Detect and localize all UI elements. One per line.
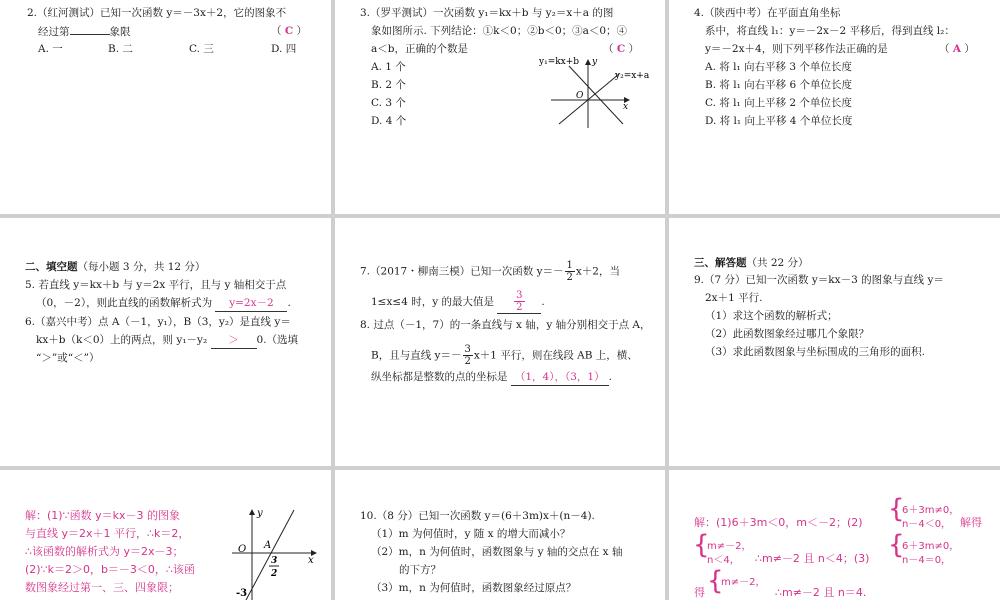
q3-line3: a＜b，正确的个数是 (371, 43, 468, 55)
q9-item-3: （3）求此函数图象与坐标围成的三角形的面积. (705, 346, 926, 358)
q7-answer-num: 3 (516, 290, 523, 301)
q8-line3-text: 纵坐标都是整数的点的坐标是 (371, 371, 508, 383)
sol10-line2-a: ∴m≠－2 且 n＜4；(3) (755, 552, 870, 565)
q6-answer: ＞ (211, 333, 257, 349)
q8-line2-prefix: B，且与直线 y＝－ (371, 349, 462, 362)
q4-line1: 4.（陕西中考）在平面直角坐标 (694, 7, 841, 19)
q8-end: . (608, 371, 612, 383)
q10-item-1: （1）m 为何值时，y 随 x 的增大而减小？ (371, 528, 571, 540)
q2-option-c: C. 三 (189, 43, 214, 55)
q10-item-2: （2）m，n 为何值时，函数图象与 y 轴的交点在 x 轴 (371, 546, 623, 558)
solve-heading-title: 三、解答题 (694, 257, 747, 269)
q3-label-x: x (623, 102, 629, 112)
q8-frac-den: 2 (464, 356, 471, 367)
q3-option-b: B. 2 个 (371, 79, 406, 91)
sol9-line2: 与直线 y＝2x＋1 平行，∴k＝2， (25, 527, 190, 540)
sol9-label-o: O (238, 544, 247, 555)
q3-paren-open: （ (603, 43, 614, 55)
solution-10-panel (669, 470, 1000, 600)
q7-suffix: x＋2，当 (575, 265, 620, 278)
q2-option-a: A. 一 (38, 43, 63, 55)
q10-item-2-cont: 的下方？ (399, 564, 441, 576)
sol9-label-frac-num: 3 (271, 556, 278, 566)
fill-heading (25, 258, 205, 277)
sol10-brace1-top: 6＋3m≠0， (902, 505, 960, 516)
q9-item-1: （1）求这个函数的解析式； (705, 310, 838, 322)
q4-paren-close: ） (964, 43, 975, 55)
q7-frac-num: 1 (566, 260, 573, 271)
solve-heading (694, 254, 809, 273)
q3-answer: C (616, 43, 626, 55)
q3-line2: 象如图所示. 下列结论：①k＜0；②b＜0；③a＜0；④ (371, 25, 628, 37)
q2-line2 (38, 22, 131, 42)
sol9-line4: (2)∵k＝2＞0，b＝－3＜0，∴该函 (25, 563, 195, 576)
solve-heading-note: （共 22 分） (746, 257, 809, 269)
sol9-line1: 解：(1)∵函数 y＝kx－3 的图象 (25, 509, 180, 522)
sol9-label-frac-den: 2 (271, 569, 278, 579)
q5-end: . (287, 297, 291, 309)
sol10-line3-a: 得 (694, 586, 705, 599)
q3-label-y1: y₁=kx+b (539, 57, 580, 67)
q6-line3: “＞”或“＜”） (36, 352, 100, 364)
q3-label-y: y (592, 57, 598, 67)
q6-line2-text: kx＋b（k＜0）上的两点，则 y₁－y₂ (36, 334, 208, 346)
fill-heading-title: 二、填空题 (25, 261, 78, 273)
solve-panel (669, 218, 1000, 466)
q8-fraction (463, 344, 473, 367)
sol10-line1-a: 解：(1)6＋3m＜0，m＜－2；(2) (694, 516, 863, 529)
q7-line2 (371, 290, 545, 314)
sol9-label-y: y (257, 508, 263, 519)
q9-line1: 9.（7 分）已知一次函数 y＝kx－3 的图象与直线 y＝ (694, 274, 944, 286)
q7-line2-text: 1≤x≤4 时，y 的最大值是 (371, 296, 494, 308)
fill-heading-note: （每小题 3 分，共 12 分） (77, 261, 206, 273)
fill-in-panel (0, 218, 331, 466)
q2-line1: 2.（红河测试）已知一次函数 y＝－3x＋2，它的图象不 (27, 7, 287, 19)
q7-answer-den: 2 (516, 302, 523, 313)
q2-paren-open: （ (271, 25, 282, 37)
q5-line1: 5. 若直线 y＝kx＋b 与 y＝2x 平行，且与 y 轴相交于点 (25, 279, 287, 291)
sol10-brace3-top: 6＋3m≠0， (902, 541, 960, 552)
q4-option-d: D. 将 l₁ 向上平移 4 个单位长度 (705, 115, 853, 127)
q4-line3: y＝－2x＋4，则下列平移作法正确的是 (705, 43, 888, 55)
q8-line3 (371, 368, 612, 387)
sol10-brace3 (888, 530, 960, 568)
sol10-brace4 (707, 566, 766, 596)
q9-line2: 2x＋1 平行. (705, 292, 763, 304)
q4-option-a: A. 将 l₁ 向右平移 3 个单位长度 (705, 61, 852, 73)
q7-end: . (541, 296, 545, 308)
sol10-brace4-symbol: { (707, 566, 724, 596)
sol10-brace3-symbol: { (888, 530, 905, 560)
sol10-brace1 (888, 494, 960, 532)
sol10-brace4-top: m≠－2， (721, 577, 766, 588)
q6-line1: 6.（嘉兴中考）点 A（－1，y₁），B（3，y₂）是直线 y＝ (25, 316, 291, 328)
q4-paren-open: （ (939, 43, 950, 55)
q2-line2-text: 经过第 (38, 26, 70, 38)
question-4-panel (669, 0, 1000, 214)
q7-prefix: 7.（2017・柳南三模）已知一次函数 y＝－ (360, 265, 564, 278)
sol9-label-a: A (264, 540, 272, 551)
q7-line1 (360, 260, 620, 283)
q3-label-y2: y₂=x+a (615, 71, 650, 81)
q3-option-c: C. 3 个 (371, 97, 406, 109)
sol10-brace1-symbol: { (888, 494, 905, 524)
q3-option-a: A. 1 个 (371, 61, 406, 73)
q7-fraction (565, 260, 575, 283)
question-7-8-panel (335, 218, 665, 466)
q3-paren-close: ） (628, 43, 640, 55)
q5-line2 (36, 294, 291, 313)
q3-line-y2 (559, 74, 619, 124)
sol9-line (246, 510, 294, 600)
q8-frac-num: 3 (464, 344, 471, 355)
sol10-brace2-top: m≠－2， (707, 541, 752, 552)
sol10-brace3-bot: n－4＝0， (902, 555, 952, 566)
q7-answer (497, 290, 541, 314)
sol9-line3: ∴该函数的解析式为 y＝2x－3； (25, 545, 184, 558)
q2-answer-paren (271, 22, 307, 41)
sol9-line5: 数图象经过第一、三、四象限； (25, 581, 179, 594)
q3-label-o: O (576, 91, 584, 101)
sol10-line1-b: 解得 (960, 516, 982, 529)
q2-paren-close: ） (296, 25, 308, 37)
q8-line2 (371, 344, 638, 367)
q4-answer: A (952, 43, 961, 55)
sol10-brace2-symbol: { (693, 530, 710, 560)
q5-answer: y=2x－2 (215, 296, 287, 312)
q10-item-3: （3）m，n 为何值时，函数图象经过原点？ (371, 582, 577, 594)
q2-option-b: B. 二 (108, 43, 133, 55)
q3-line1: 3.（罗平测试）一次函数 y₁＝kx＋b 与 y₂＝x＋a 的图 (360, 7, 614, 19)
sol9-label-x: x (308, 555, 314, 566)
sol10-brace2-bot: n＜4， (707, 555, 740, 566)
q9-item-2: （2）此函数图象经过哪几个象限？ (705, 328, 870, 340)
question-3-panel (335, 0, 665, 214)
sol9-graph (222, 506, 322, 600)
sol9-label-neg3: -3 (236, 588, 248, 599)
q2-option-d: D. 四 (271, 43, 297, 55)
q8-answer: （1，4），（3，1） (511, 370, 609, 386)
q2-blank (70, 22, 110, 35)
question-10-panel (335, 470, 665, 600)
q2-answer: C (284, 25, 294, 37)
question-2-panel (0, 0, 331, 214)
q7-frac-den: 2 (566, 272, 573, 283)
q6-line2 (36, 331, 298, 350)
q2-line2-after: 象限 (109, 26, 131, 38)
q8-line1: 8. 过点（－1，7）的一条直线与 x 轴，y 轴分别相交于点 A， (360, 319, 651, 331)
q4-line2: 系中，将直线 l₁：y＝－2x－2 平移后，得到直线 l₂： (705, 25, 955, 37)
q4-answer-paren (939, 40, 975, 59)
solution-9-panel (0, 470, 331, 600)
q10-line1: 10.（8 分）已知一次函数 y＝(6＋3m)x＋(n－4). (360, 510, 595, 522)
q3-graph (535, 54, 655, 130)
q3-option-d: D. 4 个 (371, 115, 407, 127)
q8-line2-suffix: x＋1 平行，则在线段 AB 上，横、 (473, 349, 638, 362)
q5-line2-text: （0，－2），则此直线的函数解析式为 (36, 297, 213, 309)
sol10-brace1-bot: n－4＜0， (902, 519, 952, 530)
sol10-brace2 (693, 530, 752, 568)
q6-line2-after: 0.（选填 (256, 334, 299, 346)
sol10-line3-b: ∴m≠－2 且 n＝4. (775, 586, 867, 599)
q4-option-c: C. 将 l₁ 向上平移 2 个单位长度 (705, 97, 852, 109)
q4-option-b: B. 将 l₁ 向右平移 6 个单位长度 (705, 79, 852, 91)
